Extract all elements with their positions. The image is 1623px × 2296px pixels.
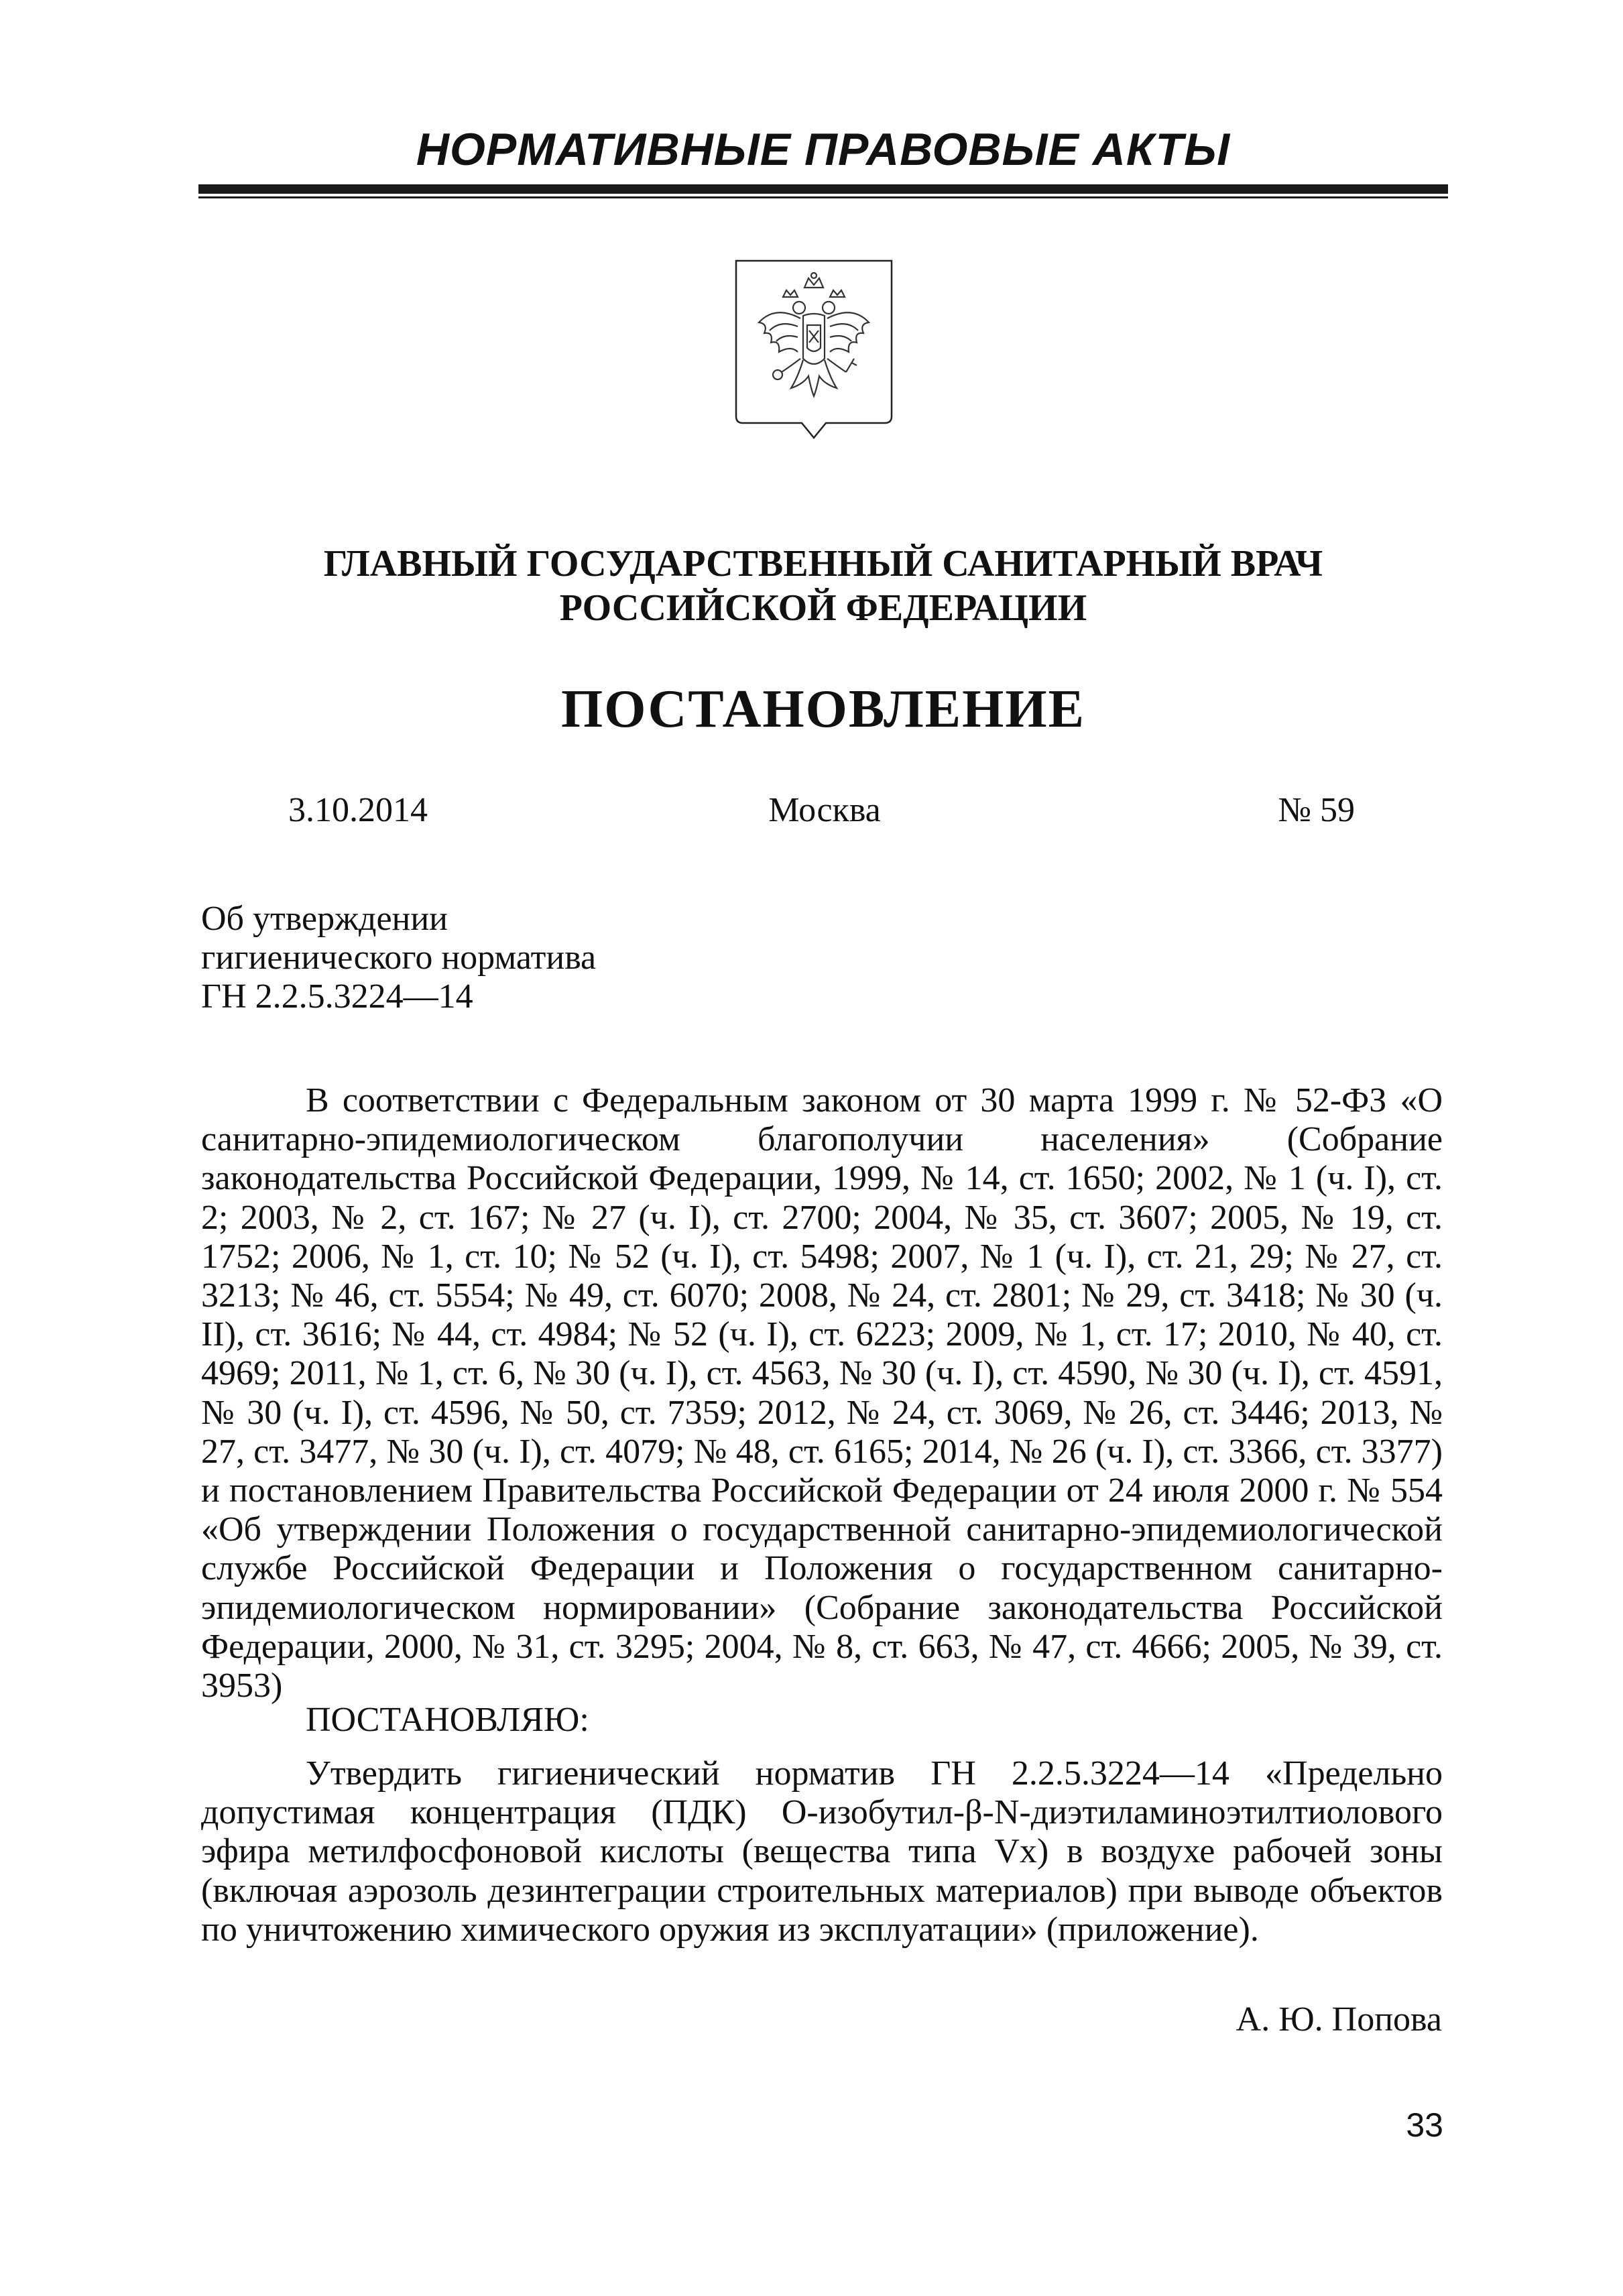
authority-line-2: РОССИЙСКОЙ ФЕДЕРАЦИИ xyxy=(559,587,1087,629)
section-header-title: НОРМАТИВНЫЕ ПРАВОВЫЕ АКТЫ xyxy=(416,124,1231,175)
authority-line-1: ГЛАВНЫЙ ГОСУДАРСТВЕННЫЙ САНИТАРНЫЙ ВРАЧ xyxy=(323,543,1323,585)
russian-coat-of-arms-icon xyxy=(733,258,894,440)
subject-line-2: гигиенического норматива xyxy=(201,939,597,977)
signatory-name: А. Ю. Попова xyxy=(1236,2000,1442,2039)
document-subject xyxy=(201,900,596,1016)
subject-line-3: ГН 2.2.5.3224—14 xyxy=(201,977,473,1016)
document-number: № 59 xyxy=(1278,791,1355,829)
page-number: 33 xyxy=(1406,2106,1443,2144)
header-rule-thin xyxy=(198,196,1448,198)
resolution-paragraph: Утвердить гигиенический норматив ГН 2.2.5.3224—14 «Предельно допустимая концентрация (ПДК) О-изобутил-β-N-диэтиламиноэтилтиолового эфира метилфосфоновой кислоты (вещества типа Vx) в воздухе рабочей зоны (включая аэрозоль дезинтеграции строительных материалов) при выводе объектов по уничтожению химического оружия из эксплуатации» (приложение). xyxy=(201,1754,1443,1949)
document-type-title: ПОСТАНОВЛЕНИЕ xyxy=(561,680,1085,739)
document-date: 3.10.2014 xyxy=(288,791,428,829)
subject-line-1: Об утверждении xyxy=(201,900,448,938)
issuing-authority xyxy=(198,542,1448,630)
document-city: Москва xyxy=(768,791,881,829)
decree-word: ПОСТАНОВЛЯЮ: xyxy=(306,1701,589,1739)
header-rule-thick xyxy=(198,184,1448,194)
preamble-paragraph: В соответствии с Федеральным законом от 30 марта 1999 г. № 52-ФЗ «О санитарно-эпидемиологическом благополучии населения» (Собрание законодательства Российской Федерации, 1999, № 14, ст. 1650; 2002, № 1 (ч. I), ст. 2; 2003, № 2, ст. 167; № 27 (ч. I), ст. 2700; 2004, № 35, ст. 3607; 2005, № 19, ст. 1752; 2006, № 1, ст. 10; № 52 (ч. I), ст. 5498; 2007, № 1 (ч. I), ст. 21, 29; № 27, ст. 3213; № 46, ст. 5554; № 49, ст. 6070; 2008, № 24, ст. 2801; № 29, ст. 3418; № 30 (ч. II), ст. 3616; № 44, ст. 4984; № 52 (ч. I), ст. 6223; 2009, № 1, ст. 17; 2010, № 40, ст. 4969; 2011, № 1, ст. 6, № 30 (ч. I), ст. 4563, № 30 (ч. I), ст. 4590, № 30 (ч. I), ст. 4591, № 30 (ч. I), ст. 4596, № 50, ст. 7359; 2012, № 24, ст. 3069, № 26, ст. 3446; 2013, № 27, ст. 3477, № 30 (ч. I), ст. 4079; № 48, ст. 6165; 2014, № 26 (ч. I), ст. 3366, ст. 3377) и постановлением Правительства Российской Федерации от 24 июля 2000 г. № 554 «Об утверждении Положения о государственной санитарно-эпидемиологической службе Российской Федерации и Положения о государственном санитарно-эпидемиологическом нормировании» (Собрание законодательства Российской Федерации, 2000, № 31, ст. 3295; 2004, № 8, ст. 663, № 47, ст. 4666; 2005, № 39, ст. 3953) xyxy=(201,1081,1443,1705)
